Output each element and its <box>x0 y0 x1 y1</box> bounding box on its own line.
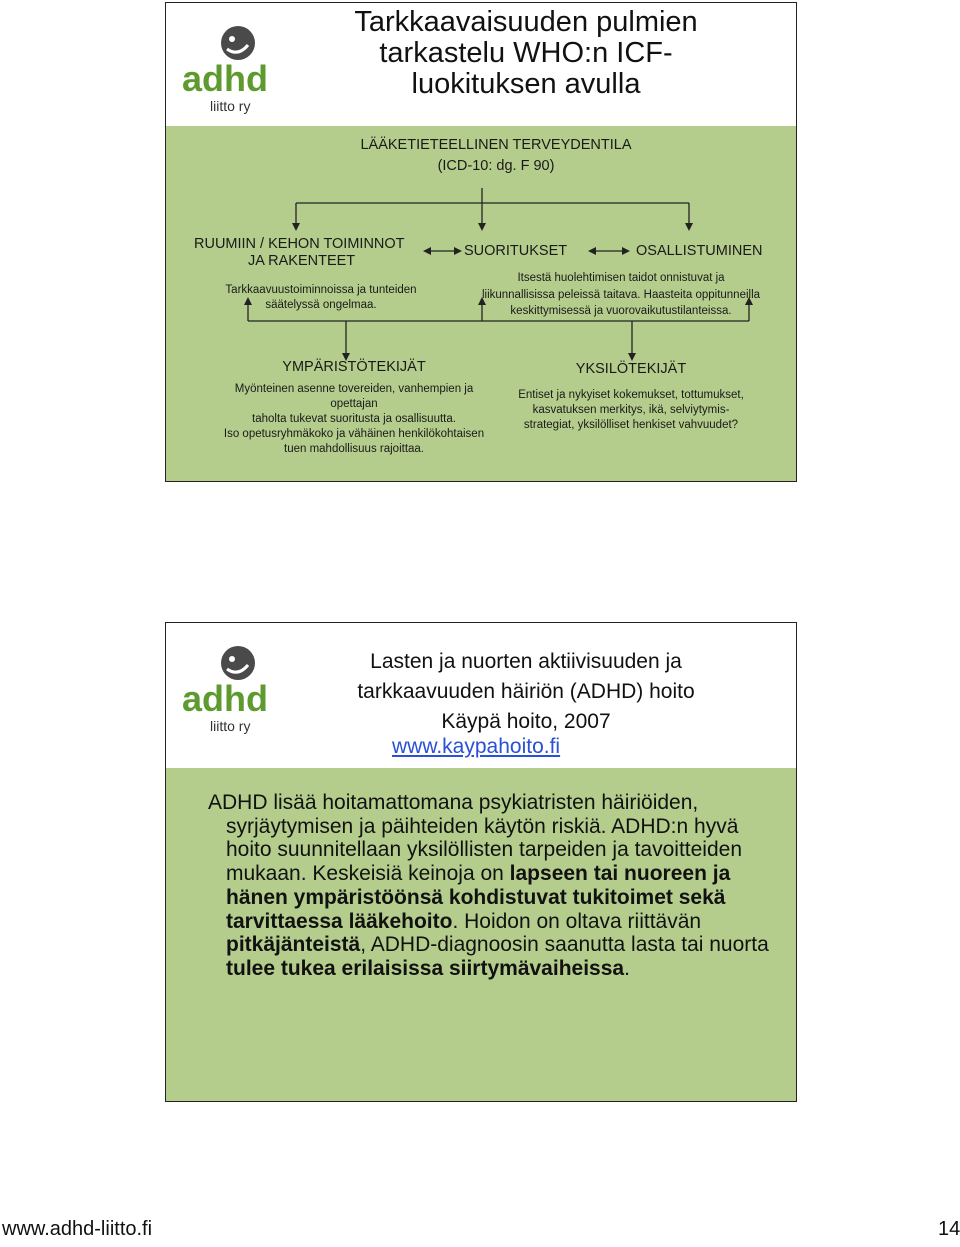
participation-heading: OSALLISTUMINEN <box>636 243 763 259</box>
personal-factors: YKSILÖTEKIJÄT Entiset ja nykyiset kokemukset, tottumukset, kasvatuksen merkitys, ikä, selviytymis- strategiat, yksilölliset henkiset vahvuudet? <box>518 361 744 431</box>
adhd-liitto-logo <box>180 639 276 739</box>
slide-body <box>204 791 789 981</box>
svg-text:adhd: adhd <box>182 58 268 99</box>
activities-heading: SUORITUKSET <box>464 243 568 259</box>
slide-title: Tarkkaavaisuuden pulmien tarkastelu WHO:n ICF- luokituksen avulla <box>354 6 698 100</box>
svg-text:liitto ry: liitto ry <box>210 718 251 734</box>
slide-title: Lasten ja nuorten aktiivisuuden ja tarkkaavuuden häiriön (ADHD) hoito Käypä hoito, 2007 <box>357 650 695 733</box>
body-functions: RUUMIIN / KEHON TOIMINNOT JA RAKENTEET <box>194 236 405 269</box>
health-condition: LÄÄKETIETEELLINEN TERVEYDENTILA (ICD-10: dg. F 90) <box>360 137 632 174</box>
body-paragraph: ADHD lisää hoitamattomana psykiatristen häiriöiden, syrjäytymisen ja päihteiden käytön riskiä. ADHD:n hyvä hoito suunnitellaan yksilöllisten tarpeiden ja tavoitteiden mukaan. Keskeisiä keinoja on lapseen tai nuoreen ja hänen ympäristöönsä kohdistuvat tukitoimet sekä tarvittaessa lääkehoito. Hoidon on oltava riittävän pitkäjänteistä, ADHD-diagnoosin saanutta lasta tai nuorta tulee tukea erilaisissa siirtymävaiheissa. <box>208 791 769 980</box>
slide-kaypa-hoito <box>165 622 797 1102</box>
page-number: 14 <box>938 1218 960 1240</box>
smiley-icon <box>221 646 255 680</box>
body-functions-text: Tarkkaavuustoiminnoissa ja tunteiden säätelyssä ongelmaa. <box>225 284 417 311</box>
slide-icf <box>165 2 797 482</box>
kaypahoito-link[interactable]: www.kaypahoito.fi <box>392 735 561 758</box>
footer-url: www.adhd-liitto.fi <box>2 1218 153 1240</box>
activities-text: Itsestä huolehtimisen taidot onnistuvat ja liikunnallisissa peleissä taitava. Haasteita oppitunneilla keskittymisessä ja vuorovaikutustilanteissa. <box>481 272 761 317</box>
environment-factors: YMPÄRISTÖTEKIJÄT Myönteinen asenne tovereiden, vanhempien ja opettajan taholta tukevat suoritusta ja osallisuutta. Iso opetusryhmäkoko ja vähäinen henkilökohtaisen tuen mahdollisuus rajoittaa. <box>223 359 485 455</box>
svg-text:liitto ry: liitto ry <box>210 98 251 114</box>
svg-text:adhd: adhd <box>182 678 268 719</box>
